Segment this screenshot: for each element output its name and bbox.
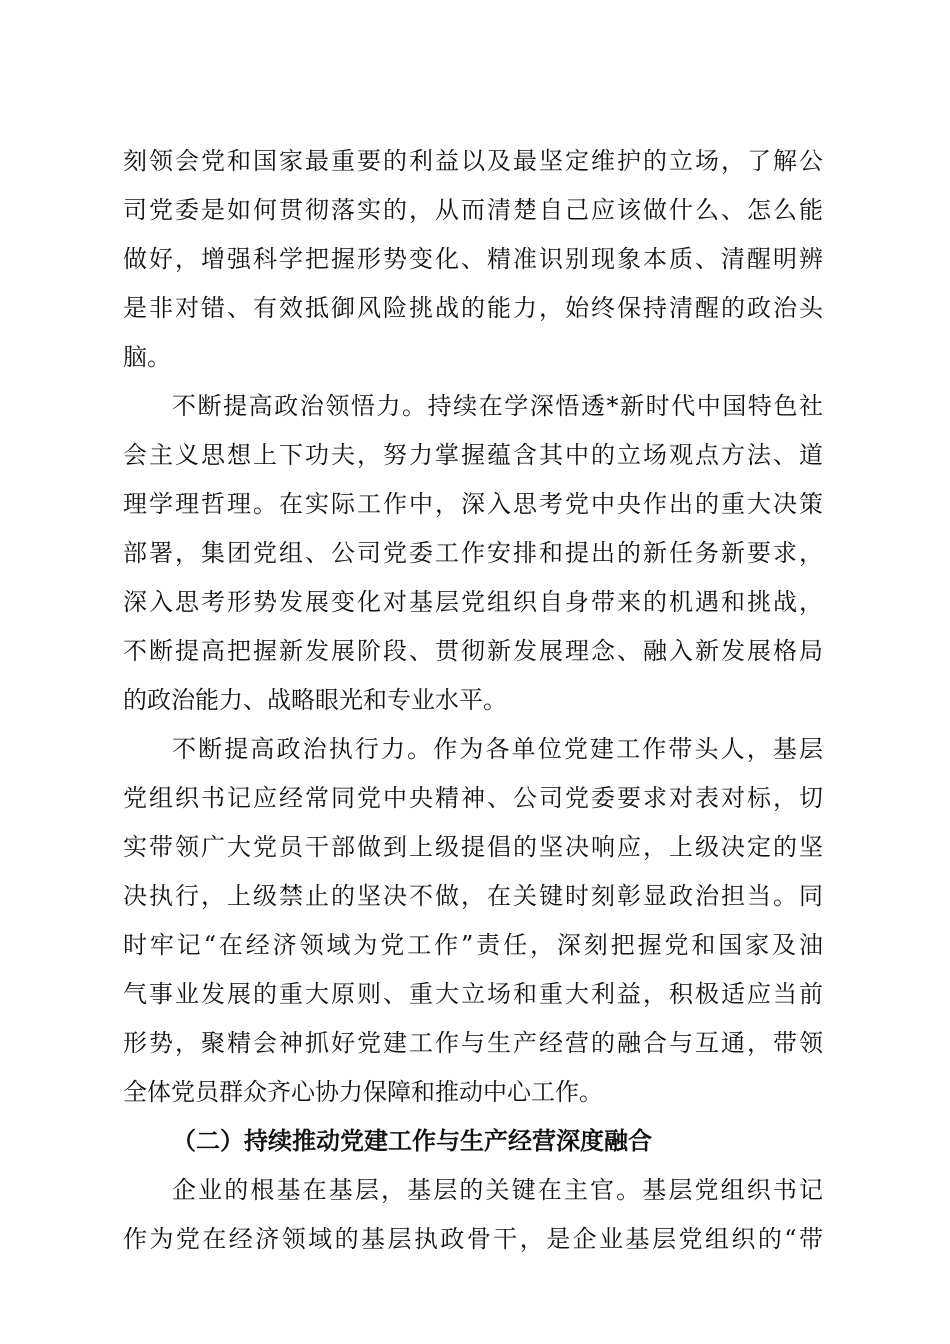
text-line: 的政治能力、战略眼光和专业水平。 bbox=[123, 686, 507, 714]
text-line: 司党委是如何贯彻落实的，从而清楚自己应该做什么、怎么能 bbox=[123, 196, 823, 224]
text-line: 全体党员群众齐心协力保障和推动中心工作。 bbox=[123, 1078, 603, 1106]
text-line: 形势，聚精会神抓好党建工作与生产经营的融合与互通，带领 bbox=[123, 1029, 823, 1057]
text-line: 会主义思想上下功夫，努力掌握蕴含其中的立场观点方法、道 bbox=[123, 441, 823, 469]
paragraph-start-line: 企业的根基在基层，基层的关键在主官。基层党组织书记 bbox=[172, 1176, 823, 1204]
text-line: 党组织书记应经常同党中央精神、公司党委要求对表对标，切 bbox=[123, 784, 823, 812]
paragraph-start-line: 不断提高政治执行力。作为各单位党建工作带头人，基层 bbox=[172, 735, 823, 763]
section-heading: （二）持续推动党建工作与生产经营深度融合 bbox=[172, 1126, 652, 1155]
text-line: 刻领会党和国家最重要的利益以及最坚定维护的立场，了解公 bbox=[123, 147, 823, 175]
paragraph-start-line: 不断提高政治领悟力。持续在学深悟透*新时代中国特色社 bbox=[172, 392, 823, 420]
text-line: 时牢记“在经济领域为党工作”责任，深刻把握党和国家及油 bbox=[123, 931, 823, 959]
text-line: 部署，集团党组、公司党委工作安排和提出的新任务新要求， bbox=[123, 539, 823, 567]
text-line: 做好，增强科学把握形势变化、精准识别现象本质、清醒明辨 bbox=[123, 245, 823, 273]
text-line: 气事业发展的重大原则、重大立场和重大利益，积极适应当前 bbox=[123, 980, 823, 1008]
text-line: 作为党在经济领域的基层执政骨干，是企业基层党组织的“带 bbox=[123, 1225, 823, 1253]
text-line: 不断提高把握新发展阶段、贯彻新发展理念、融入新发展格局 bbox=[123, 637, 823, 665]
text-line: 深入思考形势发展变化对基层党组织自身带来的机遇和挑战， bbox=[123, 588, 823, 616]
text-line: 实带领广大党员干部做到上级提倡的坚决响应，上级决定的坚 bbox=[123, 833, 823, 861]
text-line: 是非对错、有效抵御风险挑战的能力，始终保持清醒的政治头 bbox=[123, 294, 823, 322]
text-line: 理学理哲理。在实际工作中，深入思考党中央作出的重大决策 bbox=[123, 490, 823, 518]
text-line: 决执行，上级禁止的坚决不做，在关键时刻彰显政治担当。同 bbox=[123, 882, 823, 910]
text-line: 脑。 bbox=[123, 343, 171, 371]
